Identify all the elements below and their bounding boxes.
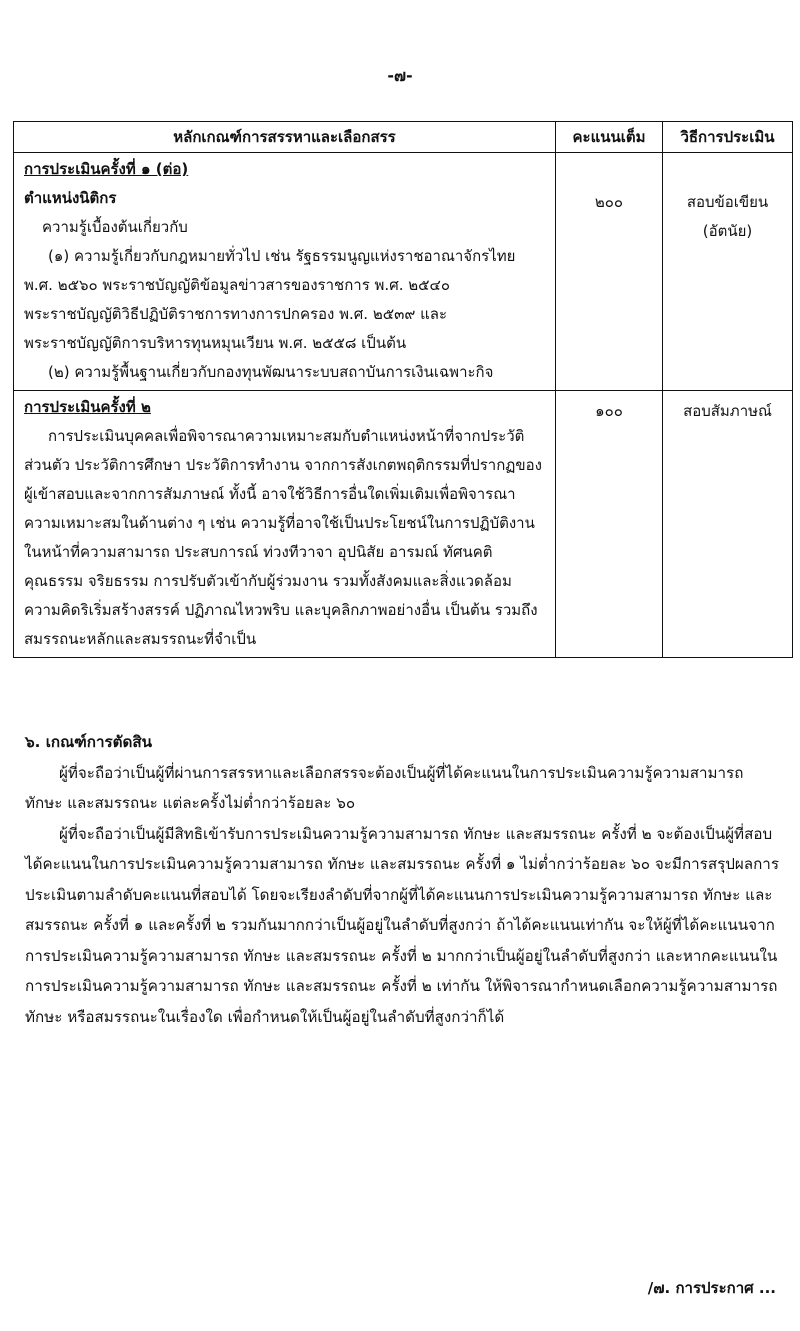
- knowledge-item: พ.ศ. ๒๕๖๐ พระราชบัญญัติข้อมูลข่าวสารของราชการ พ.ศ. ๒๕๔๐: [24, 276, 450, 294]
- assessment-2-body: การประเมินบุคคลเพื่อพิจารณาความเหมาะสมกับตำแหน่งหน้าที่จากประวัติส่วนตัว ประวัติการศึกษา ประวัติการทำงาน จากการสังเกตพฤติกรรมที่ปรากฏของผู้เข้าสอบและจากการสัมภาษณ์ ทั้งนี้ อาจใช้วิธีการอื่นใดเพิ่มเติมเพื่อพิจารณาความเหมาะสมในด้านต่าง ๆ เช่น ความรู้ที่อาจใช้เป็นประโยชน์ในการปฏิบัติงานในหน้าที่ความสามารถ ประสบการณ์ ท่วงทีวาจา อุปนิสัย อารมณ์ ทัศนคติ คุณธรรม จริยธรรม การปรับตัวเข้ากับผู้ร่วมงาน รวมทั้งสังคมและสิ่งแวดล้อม ความคิดริเริ่มสร้างสรรค์ ปฏิภาณไหวพริบ และบุคลิกภาพอย่างอื่น เป็นต้น รวมถึงสมรรถนะหลักและสมรรถนะที่จำเป็น: [24, 427, 542, 648]
- header-criteria: หลักเกณฑ์การสรรหาและเลือกสรร: [14, 122, 556, 153]
- assessment-2-title: การประเมินครั้งที่ ๒: [24, 398, 151, 416]
- knowledge-intro: ความรู้เบื้องต้นเกี่ยวกับ: [42, 218, 188, 236]
- knowledge-item: (๒) ความรู้พื้นฐานเกี่ยวกับกองทุนพัฒนาระบบสถาบันการเงินเฉพาะกิจ: [48, 363, 494, 381]
- score-cell-2: ๑๐๐: [556, 391, 663, 658]
- position-title: ตำแหน่งนิติกร: [24, 189, 117, 207]
- method-cell-1: [663, 153, 793, 391]
- next-page-footer: /๗. การประกาศ ...: [647, 1279, 776, 1297]
- method-cell-2: สอบสัมภาษณ์: [663, 391, 793, 658]
- judgement-criteria-section: [25, 727, 783, 1032]
- criteria-cell-2: [14, 391, 556, 658]
- criteria-cell-1: [14, 153, 556, 391]
- method-subjective: (อัตนัย): [702, 222, 753, 240]
- knowledge-item: พระราชบัญญัติวิธีปฏิบัติราชการทางการปกครอง พ.ศ. ๒๕๓๙ และ: [24, 305, 448, 323]
- score-cell-1: ๒๐๐: [556, 153, 663, 391]
- header-full-score: คะแนนเต็ม: [556, 122, 663, 153]
- table-row: [14, 391, 793, 658]
- knowledge-item: พระราชบัญญัติการบริหารทุนหมุนเวียน พ.ศ. ๒๕๕๘ เป็นต้น: [24, 334, 407, 352]
- assessment-1-title: การประเมินครั้งที่ ๑ (ต่อ): [24, 160, 189, 178]
- knowledge-item: (๑) ความรู้เกี่ยวกับกฎหมายทั่วไป เช่น รัฐธรรมนูญแห่งราชอาณาจักรไทย: [48, 247, 516, 265]
- section-heading: ๖. เกณฑ์การตัดสิน: [25, 733, 153, 751]
- method-written: สอบข้อเขียน: [686, 193, 769, 211]
- table-header-row: [14, 122, 793, 153]
- paragraph: ผู้ที่จะถือว่าเป็นผู้ที่ผ่านการสรรหาและเลือกสรรจะต้องเป็นผู้ที่ได้คะแนนในการประเมินความรู้ความสามารถ ทักษะ และสมรรถนะ แต่ละครั้งไม่ต่ำกว่าร้อยละ ๖๐: [25, 763, 744, 812]
- paragraph: ผู้ที่จะถือว่าเป็นผู้มีสิทธิเข้ารับการประเมินความรู้ความสามารถ ทักษะ และสมรรถนะ ครั้งที่ ๒ จะต้องเป็นผู้ที่สอบได้คะแนนในการประเมินความรู้ความสามารถ ทักษะ และสมรรถนะ ครั้งที่ ๑ ไม่ต่ำกว่าร้อยละ ๖๐ จะมีการสรุปผลการประเมินตามลำดับคะแนนที่สอบได้ โดยจะเรียงลำดับที่จากผู้ที่ได้คะแนนการประเมินความรู้ความสามารถ ทักษะ และสมรรถนะ ครั้งที่ ๑ และครั้งที่ ๒ รวมกันมากกว่าเป็นผู้อยู่ในลำดับที่สูงกว่า ถ้าได้คะแนนเท่ากัน จะให้ผู้ที่ได้คะแนนจากการประเมินความรู้ความสามารถ ทักษะ และสมรรถนะ ครั้งที่ ๒ มากกว่าเป็นผู้อยู่ในลำดับที่สูงกว่า และหากคะแนนในการประเมินความรู้ความสามารถ ทักษะ และสมรรถนะ ครั้งที่ ๒ เท่ากัน ให้พิจารณากำหนดเลือกความรู้ความสามารถ ทักษะ หรือสมรรถนะในเรื่องใด เพื่อกำหนดให้เป็นผู้อยู่ในลำดับที่สูงกว่าก็ได้: [25, 824, 779, 1026]
- header-method: วิธีการประเมิน: [663, 122, 793, 153]
- table-row: [14, 153, 793, 391]
- criteria-table: [13, 121, 793, 658]
- page-number: -๗-: [387, 66, 413, 85]
